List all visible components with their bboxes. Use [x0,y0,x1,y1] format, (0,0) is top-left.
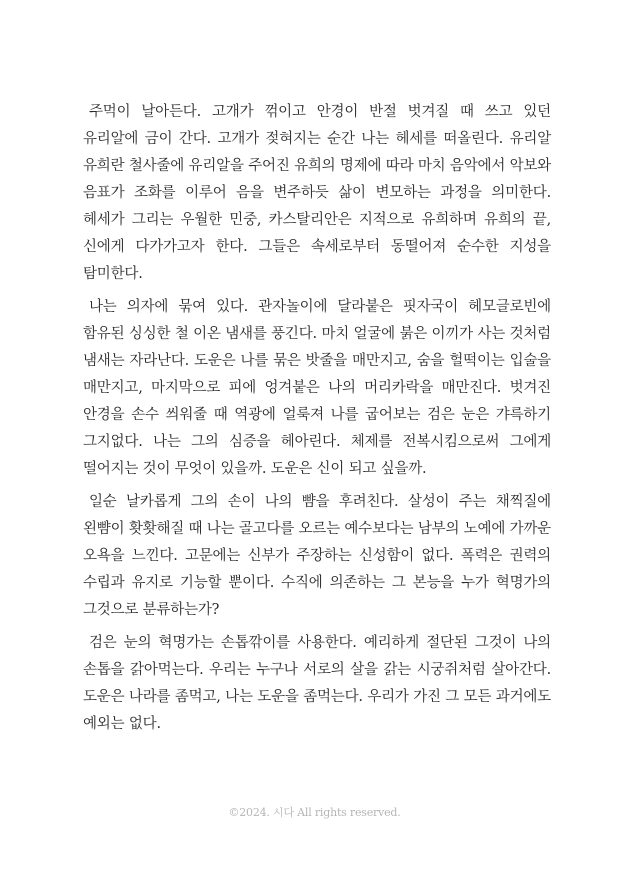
document-body [83,99,551,744]
paragraph-1: 주먹이 날아든다. 고개가 꺾이고 안경이 반절 벗겨질 때 쓰고 있던 유리알에 금이 간다. 고개가 젖혀지는 순간 나는 헤세를 떠올린다. 유리알 유희란 철사줄에 유리알을 주어진 유희의 명제에 따라 마치 음악에서 악보와 음표가 조화를 이루어 음을 변주하듯 삶이 변모하는 과정을 의미한다. 헤세가 그리는 우월한 민중, 카스탈리안은 지적으로 유희하며 유희의 끝, 신에게 다가가고자 한다. 그들은 속세로부터 동떨어져 순수한 지성을 탐미한다. [83,104,551,282]
copyright-footer: ©2024. 시다 All rights reserved. [228,806,401,819]
paragraph-2: 나는 의자에 묶여 있다. 관자놀이에 달라붙은 핏자국이 헤모글로빈에 함유된 싱싱한 철 이온 냄새를 풍긴다. 마치 얼굴에 붉은 이끼가 사는 것처럼 냄새는 자라난다. 도운은 나를 묶은 밧줄을 매만지고, 숨을 헐떡이는 입술을 매만지고, 마지막으로 피에 엉겨붙은 나의 머리카락을 매만진다. 벗겨진 안경을 손수 씌워줄 때 역광에 얼룩져 나를 굽어보는 검은 눈은 갸륵하기 그지없다. 나는 그의 심증을 헤아린다. 체제를 전복시킴으로써 그에게 떨어지는 것이 무엇이 있을까. 도운은 신이 되고 싶을까. [83,299,551,477]
paragraph-4: 검은 눈의 혁명가는 손톱깎이를 사용한다. 예리하게 절단된 그것이 나의 손톱을 갉아먹는다. 우리는 누구나 서로의 살을 갉는 시궁쥐처럼 살아간다. 도운은 나라를 좀먹고, 나는 도운을 좀먹는다. 우리가 가진 그 모든 과거에도 예외는 없다. [83,635,551,732]
paragraph-3: 일순 날카롭게 그의 손이 나의 뺨을 후려친다. 살성이 주는 채찍질에 왼뺨이 홧홧해질 때 나는 골고다를 오르는 예수보다는 남부의 노예에 가까운 오욕을 느낀다. 고문에는 신부가 주장하는 신성함이 없다. 폭력은 권력의 수립과 유지로 기능할 뿐이다. 수직에 의존하는 그 본능을 누가 혁명가의 그것으로 분류하는가? [83,494,551,618]
